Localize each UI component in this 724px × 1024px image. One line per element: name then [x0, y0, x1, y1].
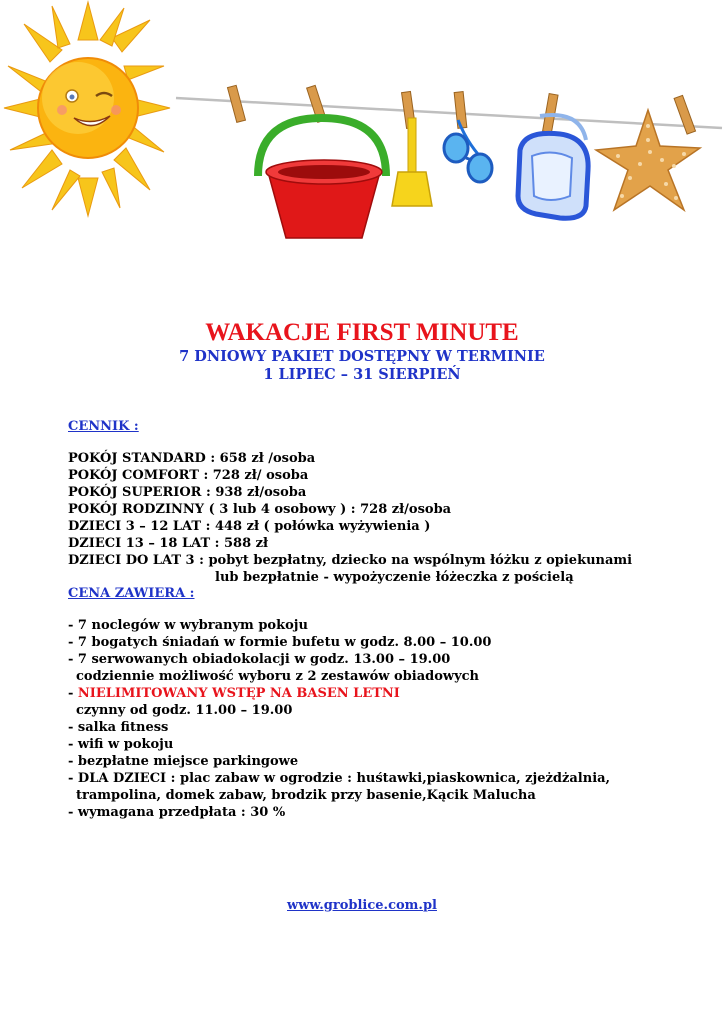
include-item-dinners-cont: codziennie możliwość wyboru z 2 zestawów obiadowych: [76, 669, 479, 684]
include-item-fitness: - salka fitness: [68, 720, 169, 735]
subtitle-dates: 1 LIPIEC – 31 SIERPIEŃ: [263, 366, 461, 383]
summer-illustration: [0, 0, 724, 260]
price-row-kids-13-18: DZIECI 13 – 18 LAT : 588 zł: [68, 536, 269, 551]
shovel-icon: [392, 118, 432, 206]
include-item-wifi: - wifi w pokoju: [68, 737, 174, 752]
include-item-pool-hours: czynny od godz. 11.00 – 19.00: [76, 703, 293, 718]
price-row-kids-3-12: DZIECI 3 – 12 LAT : 448 zł ( połówka wyżywienia ): [68, 519, 431, 534]
include-item-parking: - bezpłatne miejsce parkingowe: [68, 754, 299, 769]
sun-icon: [4, 2, 170, 216]
include-item-pool-highlight: NIELIMITOWANY WSTĘP NA BASEN LETNI: [77, 686, 400, 701]
include-item-pool-dash: -: [68, 686, 78, 701]
price-row-kids-under-3-cont: lub bezpłatnie - wypożyczenie łóżeczka z pościelą: [215, 570, 574, 585]
price-row-family: POKÓJ RODZINNY ( 3 lub 4 osobowy ) : 728 zł/osoba: [68, 502, 452, 517]
include-item-nights: - 7 noclegów w wybranym pokoju: [68, 618, 308, 633]
page-title: WAKACJE FIRST MINUTE: [205, 319, 519, 346]
include-item-deposit: - wymagana przedpłata : 30 %: [68, 805, 286, 820]
bucket-icon: [258, 118, 386, 238]
include-item-dinners: - 7 serwowanych obiadokolacji w godz. 13.00 – 19.00: [68, 652, 451, 667]
price-row-comfort: POKÓJ COMFORT : 728 zł/ osoba: [68, 468, 309, 483]
include-item-kids-cont: trampolina, domek zabaw, brodzik przy basenie,Kącik Malucha: [76, 788, 536, 803]
include-item-breakfasts: - 7 bogatych śniadań w formie bufetu w godz. 8.00 – 10.00: [68, 635, 492, 650]
include-item-kids: - DLA DZIECI : plac zabaw w ogrodzie : huśtawki,piaskownica, zjeżdżalnia,: [68, 771, 611, 786]
subtitle-package: 7 DNIOWY PAKIET DOSTĘPNY W TERMINIE: [179, 348, 545, 365]
price-row-kids-under-3: DZIECI DO LAT 3 : pobyt bezpłatny, dziecko na wspólnym łóżku z opiekunami: [68, 553, 633, 568]
price-row-standard: POKÓJ STANDARD : 658 zł /osoba: [68, 451, 316, 466]
diving-mask-icon: [518, 115, 588, 218]
pricing-header: CENNIK :: [68, 419, 139, 434]
price-row-superior: POKÓJ SUPERIOR : 938 zł/osoba: [68, 485, 307, 500]
include-item-pool: [68, 685, 400, 702]
clothesline-icon: [176, 98, 722, 128]
website-link[interactable]: www.groblice.com.pl: [287, 898, 437, 913]
includes-header: CENA ZAWIERA :: [68, 586, 195, 601]
goggles-icon: [444, 120, 492, 182]
